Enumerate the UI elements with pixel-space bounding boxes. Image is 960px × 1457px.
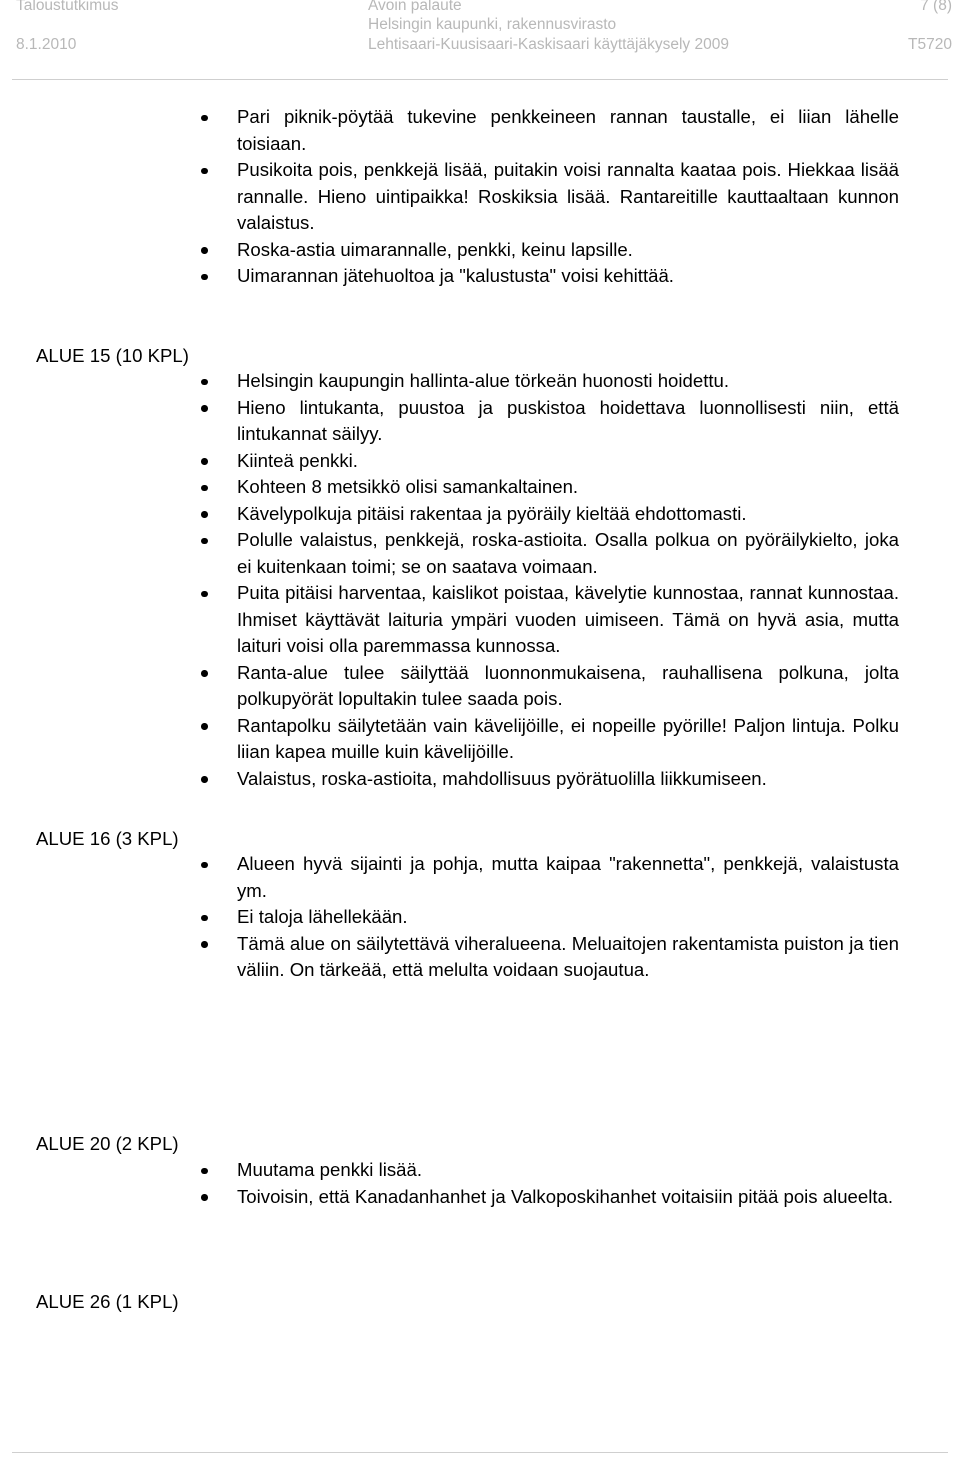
bullet-icon (201, 591, 208, 598)
alue-20-section (0, 1157, 960, 1210)
header-survey: Lehtisaari-Kuusisaari-Kaskisaari käyttäjäkysely 2009 (368, 36, 729, 53)
bullet-icon (201, 723, 208, 730)
header-client: Helsingin kaupunki, rakennusvirasto (368, 16, 617, 33)
bullet-icon (201, 485, 208, 492)
bullet-icon (201, 458, 208, 465)
bullet-icon (201, 405, 208, 412)
bullet-icon (201, 538, 208, 545)
list-item: Roska-astia uimarannalle, penkki, keinu lapsille. (237, 237, 899, 264)
section-heading-alue-15: ALUE 15 (10 KPL) (36, 345, 189, 366)
list-item: Kävelypolkuja pitäisi rakentaa ja pyöräily kieltää ehdottomasti. (237, 501, 899, 528)
list-item: Valaistus, roska-astioita, mahdollisuus pyörätuolilla liikkumiseen. (237, 766, 899, 793)
list-item: Puita pitäisi harventaa, kaislikot poistaa, kävelytie kunnostaa, rannat kunnostaa. Ihmiset käyttävät laituria ympäri vuoden uimiseen. Tämä on hyvä asia, mutta laituri voisi olla paremmassa kunnossa. (237, 580, 899, 660)
section-heading-alue-26: ALUE 26 (1 KPL) (36, 1291, 179, 1312)
list-item: Hieno lintukanta, puustoa ja puskistoa hoidettava luonnollisesti niin, että lintukannat säilyy. (237, 395, 899, 448)
bullet-icon (201, 511, 208, 518)
bullet-icon (201, 1168, 208, 1175)
intro-list (0, 104, 960, 290)
list-item: Ranta-alue tulee säilyttää luonnonmukaisena, rauhallisena polkuna, jolta polkupyörät lopultakin tulee saada pois. (237, 660, 899, 713)
list-item: Toivoisin, että Kanadanhanhet ja Valkoposkihanhet voitaisiin pitää pois alueelta. (237, 1184, 899, 1211)
header-page-number: 7 (8) (920, 0, 952, 14)
header-project-code: T5720 (908, 36, 952, 53)
header-section: Avoin palaute (368, 0, 462, 14)
list-item: Alueen hyvä sijainti ja pohja, mutta kaipaa "rakennetta", penkkejä, valaistusta ym. (237, 851, 899, 904)
alue-15-section (0, 368, 960, 792)
section-heading-alue-20: ALUE 20 (2 KPL) (36, 1133, 179, 1154)
bullet-icon (201, 862, 208, 869)
list-item: Uimarannan jätehuoltoa ja "kalustusta" voisi kehittää. (237, 263, 899, 290)
bullet-icon (201, 776, 208, 783)
bullet-icon (201, 915, 208, 922)
bullet-icon (201, 941, 208, 948)
footer-rule (12, 1452, 948, 1453)
intro-section (0, 104, 960, 290)
bullet-icon (201, 1194, 208, 1201)
header-org: Taloustutkimus (16, 0, 119, 14)
alue-15-list (0, 368, 960, 792)
header-rule (12, 79, 948, 80)
list-item: Rantapolku säilytetään vain kävelijöille, ei nopeille pyörille! Paljon lintuja. Polku liian kapea muille kuin kävelijöille. (237, 713, 899, 766)
bullet-icon (201, 670, 208, 677)
list-item: Kohteen 8 metsikkö olisi samankaltainen. (237, 474, 899, 501)
header-date: 8.1.2010 (16, 36, 77, 53)
list-item: Kiinteä penkki. (237, 448, 899, 475)
bullet-icon (201, 274, 208, 281)
alue-16-list (0, 851, 960, 984)
list-item: Polulle valaistus, penkkejä, roska-astioita. Osalla polkua on pyöräilykielto, joka ei kuitenkaan toimi; se on saatava voimaan. (237, 527, 899, 580)
list-item: Helsingin kaupungin hallinta-alue törkeän huonosti hoidettu. (237, 368, 899, 395)
list-item: Tämä alue on säilytettävä viheralueena. Meluaitojen rakentamista puiston ja tien väliin. On tärkeää, että melulta voidaan suojautua. (237, 931, 899, 984)
list-item: Pusikoita pois, penkkejä lisää, puitakin voisi rannalta kaataa pois. Hiekkaa lisää rannalle. Hieno uintipaikka! Roskiksia lisää. Rantareitille kauttaaltaan kunnon valaistus. (237, 157, 899, 237)
list-item: Muutama penkki lisää. (237, 1157, 899, 1184)
alue-16-section (0, 851, 960, 984)
bullet-icon (201, 168, 208, 175)
alue-20-list (0, 1157, 960, 1210)
list-item: Ei taloja lähellekään. (237, 904, 899, 931)
bullet-icon (201, 247, 208, 254)
bullet-icon (201, 379, 208, 386)
list-item: Pari piknik-pöytää tukevine penkkeineen rannan taustalle, ei liian lähelle toisiaan. (237, 104, 899, 157)
section-heading-alue-16: ALUE 16 (3 KPL) (36, 828, 179, 849)
bullet-icon (201, 115, 208, 122)
